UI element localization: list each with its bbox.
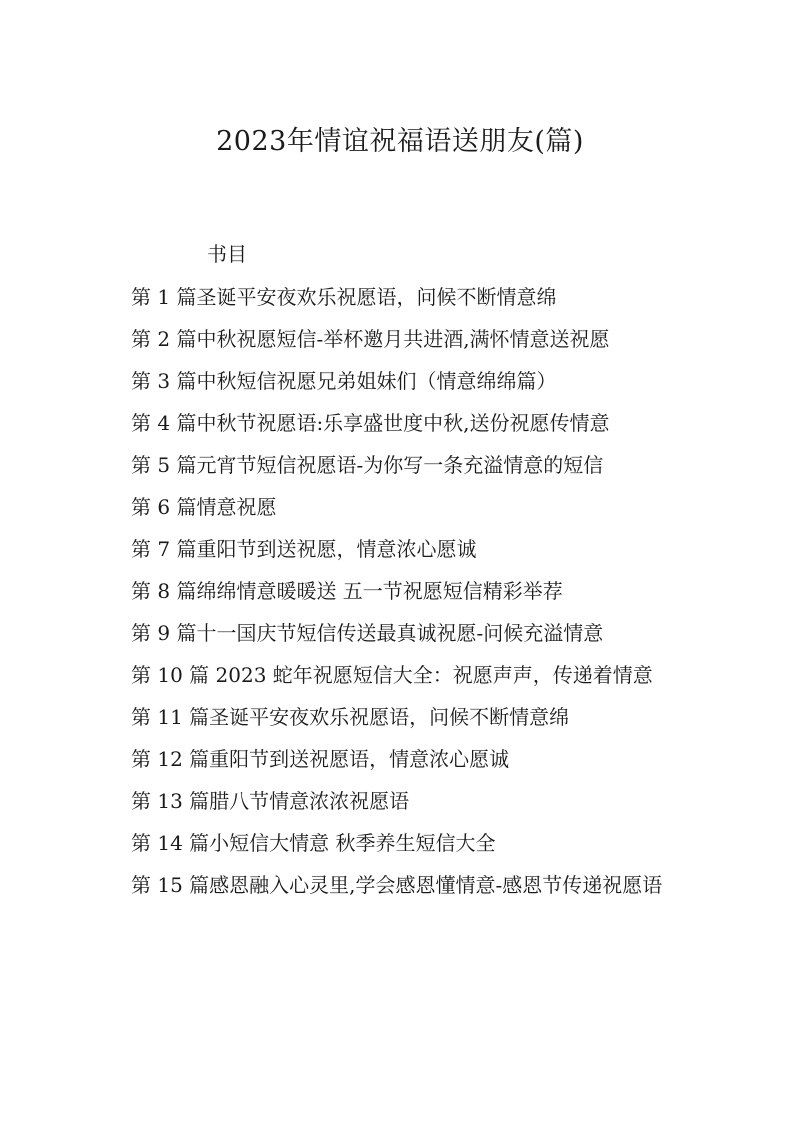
toc-item: 第 3 篇中秋短信祝愿兄弟姐妹们（情意绵绵篇） xyxy=(131,369,557,393)
toc-item: 第 9 篇十一国庆节短信传送最真诚祝愿-问候充溢情意 xyxy=(131,621,604,645)
toc-item: 第 11 篇圣诞平安夜欢乐祝愿语，问候不断情意绵 xyxy=(131,705,570,729)
toc-item: 第 6 篇情意祝愿 xyxy=(131,495,277,519)
toc-item: 第 13 篇腊八节情意浓浓祝愿语 xyxy=(131,789,410,813)
toc-item: 第 7 篇重阳节到送祝愿，情意浓心愿诚 xyxy=(131,537,477,561)
toc-item: 第 14 篇小短信大情意 秋季养生短信大全 xyxy=(131,831,496,855)
toc-item: 第 8 篇绵绵情意暖暖送 五一节祝愿短信精彩举荐 xyxy=(131,579,563,603)
toc-item: 第 1 篇圣诞平安夜欢乐祝愿语，问候不断情意绵 xyxy=(131,285,557,309)
document-title: 2023年情谊祝福语送朋友(篇) xyxy=(216,126,584,157)
toc-item: 第 10 篇 2023 蛇年祝愿短信大全：祝愿声声，传递着情意 xyxy=(131,663,653,687)
toc-list xyxy=(0,281,800,916)
toc-heading: 书目 xyxy=(207,242,247,266)
toc-item: 第 5 篇元宵节短信祝愿语-为你写一条充溢情意的短信 xyxy=(131,453,604,477)
toc-item: 第 12 篇重阳节到送祝愿语，情意浓心愿诚 xyxy=(131,747,510,771)
toc-item: 第 15 篇感恩融入心灵里,学会感恩懂情意-感恩节传递祝愿语 xyxy=(131,873,663,897)
toc-item: 第 4 篇中秋节祝愿语:乐享盛世度中秋,送份祝愿传情意 xyxy=(131,411,610,435)
toc-item: 第 2 篇中秋祝愿短信-举杯邀月共进酒,满怀情意送祝愿 xyxy=(131,327,610,351)
